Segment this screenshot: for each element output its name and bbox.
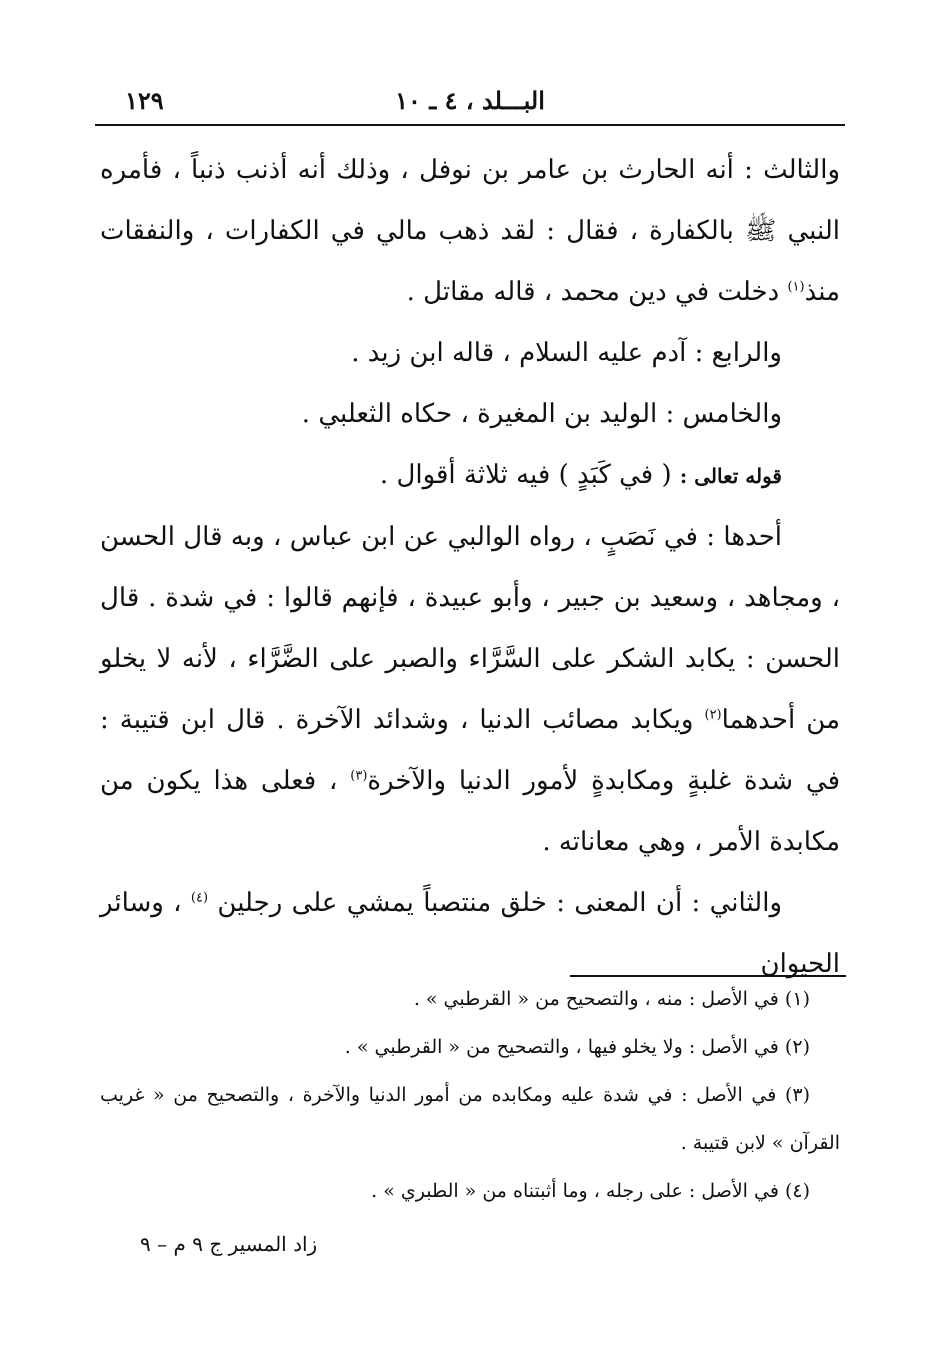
footnotes <box>100 975 840 1215</box>
paragraph-text: دخلت في دين محمد ، قاله مقاتل . <box>406 277 788 307</box>
main-text <box>100 140 840 995</box>
paragraph-text: أحدها : في نَصَبٍ ، رواه الوالبي عن ابن عباس ، وبه قال الحسن ، ومجاهد ، وسعيد بن جبير ، وأبو عبيدة ، فإنهم قالوا : في شدة . قال الحسن : يكابد الشكر على السَّرَّاء والصبر على الضَّرَّاء ، لأنه لا يخلو من أحدهما <box>100 522 841 735</box>
footnote-marker-4: (٤) <box>190 890 209 906</box>
paragraph-text: ويكابد مصائب الدنيا ، وشدائد الآخرة . قال ابن قتيبة : في شدة غلبةٍ ومكابدةٍ لأمور الدنيا والآخرة <box>100 705 841 796</box>
running-header <box>95 82 845 122</box>
paragraph-fourth-opinion: والرابع : آدم عليه السلام ، قاله ابن زيد . <box>351 338 782 368</box>
page-number: ١٢٩ <box>125 86 164 115</box>
paragraph-text: ( في كَبَدٍ ) فيه ثلاثة أقوال . <box>379 460 680 490</box>
paragraph-text: والثالث : أنه الحارث بن عامر بن نوفل ، وذلك أنه أذنب ذنباً ، فأمره النبي ﷺ بالكفارة ، فقال : لقد ذهب مالي في الكفارات ، والنفقات منذ <box>100 155 840 307</box>
footnote-3: (٣) في الأصل : في شدة عليه ومكابده من أمور الدنيا والآخرة ، والتصحيح من « غريب القرآن » لابن قتيبة . <box>100 1084 840 1154</box>
paragraph-first-meaning <box>100 507 840 873</box>
header-title: البـــلد ، ٤ ـ ١٠ <box>395 86 545 115</box>
paragraph-verse-heading <box>100 445 840 507</box>
header-divider <box>95 124 845 126</box>
paragraph-fifth-opinion: والخامس : الوليد بن المغيرة ، حكاه الثعلبي . <box>301 399 782 429</box>
footnote-marker-3: (٣) <box>350 768 368 784</box>
verse-lead: قوله تعالى : <box>679 464 782 488</box>
printer-signature: زاد المسير ج ٩ م – ٩ <box>140 1232 318 1256</box>
paragraph-text: والثاني : أن المعنى : خلق منتصباً يمشي على رجلين <box>208 888 782 918</box>
paragraph-third-opinion <box>100 140 840 323</box>
footnote-4: (٤) في الأصل : على رجله ، وما أثبتناه من « الطبري » . <box>371 1180 810 1202</box>
footnote-marker-2: (٢) <box>704 707 722 723</box>
footnote-marker-1: (١) <box>787 279 805 295</box>
paragraph-text: ، فعلى هذا يكون من مكابدة الأمر ، وهي معاناته . <box>100 766 840 857</box>
paragraph-text: ، وسائر الحيوان <box>100 888 840 979</box>
footnote-1: (١) في الأصل : منه ، والتصحيح من « القرطبي » . <box>413 988 810 1010</box>
footnote-2: (٢) في الأصل : ولا يخلو فيها ، والتصحيح من « القرطبي » . <box>344 1036 810 1058</box>
